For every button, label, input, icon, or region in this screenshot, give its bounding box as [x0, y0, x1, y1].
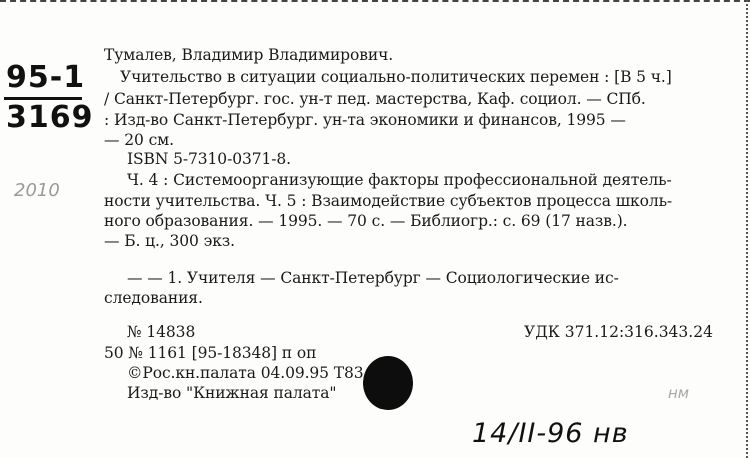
udk-code: УДК 371.12:316.343.24 — [524, 323, 713, 341]
card-top-border — [0, 0, 750, 2]
entry-line-publisher: : Изд-во Санкт-Петербург. ун-та экономики и финансов, 1995 — — [104, 111, 626, 129]
entry-line-title: Учительство в ситуации социально-политических перемен : [В 5 ч.] — [120, 68, 672, 86]
entry-line-copies: — Б. ц., 300 экз. — [104, 232, 235, 250]
pencil-note: 2010 — [14, 180, 60, 201]
ink-stamp — [363, 356, 413, 410]
call-number-top: 95-1 — [6, 60, 86, 95]
subject-line-1: — — 1. Учителя — Санкт-Петербург — Социологические ис- — [127, 269, 619, 287]
pencil-initials: нм — [668, 384, 690, 402]
card-number: № 14838 — [127, 323, 196, 341]
publisher-line: Изд-во "Книжная палата" — [127, 384, 337, 402]
author-heading: Тумалев, Владимир Владимирович. — [104, 46, 394, 64]
call-number-bottom: 3169 — [6, 100, 94, 135]
entry-line-part4: Ч. 4 : Системоорганизующие факторы профессиональной деятель- — [127, 171, 672, 189]
card-right-border — [746, 0, 748, 458]
order-line: 50 № 1161 [95-18348] п оп — [104, 344, 317, 362]
entry-line-part5: ности учительства. Ч. 5 : Взаимодействие субъектов процесса школь- — [104, 192, 673, 210]
entry-line-responsibility: / Санкт-Петербург. гос. ун-т пед. мастерства, Каф. социол. — СПб. — [104, 90, 646, 108]
entry-line-pages: ного образования. — 1995. — 70 с. — Библиогр.: с. 69 (17 назв.). — [104, 212, 628, 230]
entry-line-size: — 20 см. — [104, 131, 174, 149]
subject-line-2: следования. — [104, 289, 203, 307]
entry-line-isbn: ISBN 5-7310-0371-8. — [127, 150, 291, 168]
handwritten-date: 14/II-96 нв — [472, 418, 629, 449]
book-chamber-line: ©Рос.кн.палата 04.09.95 Т83 — [127, 364, 364, 382]
